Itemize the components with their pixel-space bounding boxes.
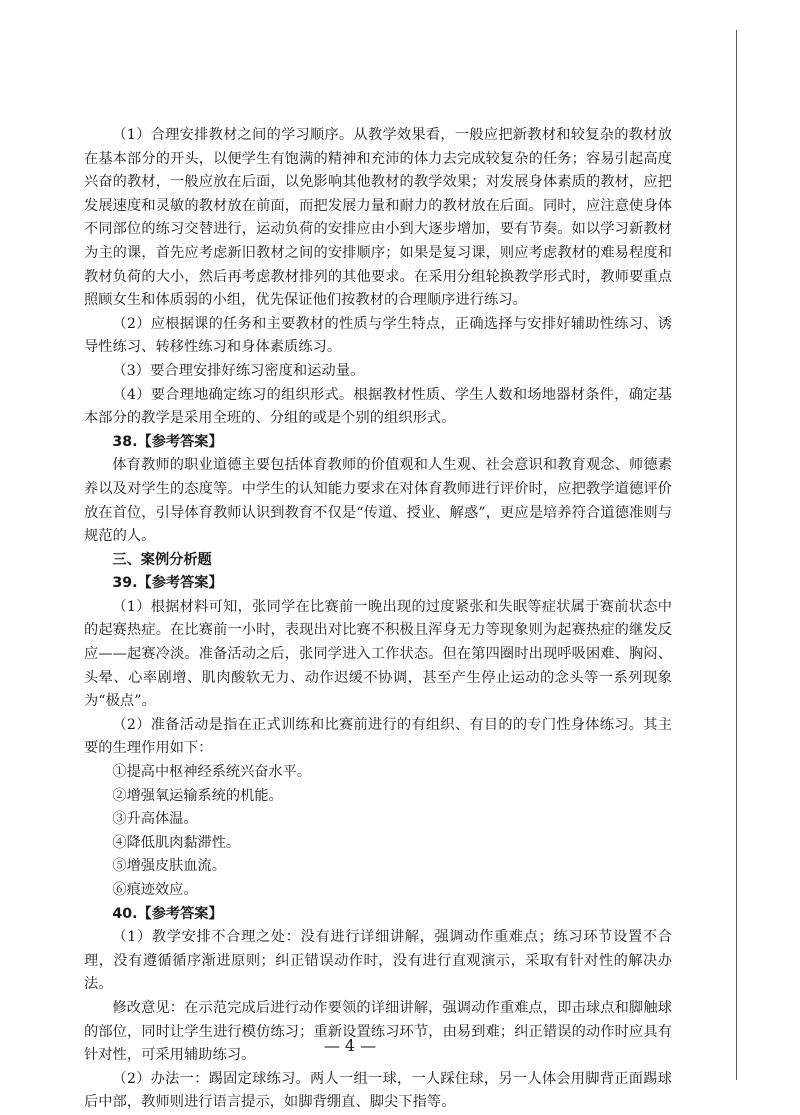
list-item: ②增强氧运输系统的机能。 [112,787,283,804]
answer-heading: 39.【参考答案】 [112,575,223,592]
paragraph: （1）根据材料可知，张同学在比赛前一晚出现的过度紧张和失眠等症状属于赛前状态中的起赛热症。在比赛前一小时，表现出对比赛不积极且浑身无力等现象则为起赛热症的继发反应——起赛冷淡。准备活动之后，张同学进入工作状态。但在第四圈时出现呼吸困难、胸闷、头晕、心率剧增、肌肉酸软无力、动作迟缓不协调，甚至产生停止运动的念头等一系列现象为“极点”。 [84,598,672,710]
paragraph: （1）教学安排不合理之处：没有进行详细讲解，强调动作重难点；练习环节设置不合理，没有遵循循序渐进原则；纠正错误动作时，没有进行直观演示，采取有针对性的解决办法。 [84,929,672,993]
page-number: — 4 — [323,1036,377,1055]
list-item: ④降低肌肉黏滞性。 [112,834,241,851]
paragraph: 体育教师的职业道德主要包括体育教师的价值观和人生观、社会意识和教育观念、师德素养以及对学生的态度等。中学生的认知能力要求在对体育教师进行评价时，应把教学道德评价放在首位，引导体育教师认识到教育不仅是“传道、授业、解惑”，更应是培养符合道德准则与规范的人。 [84,457,672,545]
paragraph: （2）应根据课的任务和主要教材的性质与学生特点，正确选择与安排好辅助性练习、诱导性练习、转移性练习和身体素质练习。 [84,315,672,356]
page-edge-line [736,30,737,1080]
section-heading: 三、案例分析题 [112,551,212,568]
list-item: ⑥痕迹效应。 [112,882,198,898]
paragraph: （2）准备活动是指在正式训练和比赛前进行的有组织、有目的的专门性身体练习。其主要的生理作用如下： [84,716,672,757]
paragraph: （1）合理安排教材之间的学习顺序。从教学效果看，一般应把新教材和较复杂的教材放在基本部分的开头，以便学生有饱满的精神和充沛的体力去完成较复杂的任务；容易引起高度兴奋的教材，一般应放在后面，以免影响其他教材的教学效果；对发展身体素质的教材，应把发展速度和灵敏的教材放在前面，而把发展力量和耐力的教材放在后面。同时，应注意使身体不同部位的练习交替进行，运动负荷的安排应由小到大逐步增加，要有节奏。如以学习新教材为主的课，首先应考虑新旧教材之间的安排顺序；如果是复习课，则应考虑教材的难易程度和教材负荷的大小，然后再考虑教材排列的其他要求。在采用分组轮换教学形式时，教师要重点照顾女生和体质弱的小组，优先保证他们按教材的合理顺序进行练习。 [84,127,672,309]
list-item: ①提高中枢神经系统兴奋水平。 [112,764,312,781]
answer-heading: 40.【参考答案】 [112,905,223,922]
paragraph: 修改意见：在示范完成后进行动作要领的详细讲解，强调动作重难点，即击球点和脚触球的部位，同时让学生进行模仿练习；重新设置练习环节，由易到难；纠正错误的动作时应具有针对性，可采用辅助练习。 [84,999,672,1064]
paragraph: （2）办法一：踢固定球练习。两人一组一球，一人踩住球，另一人体会用脚背正面踢球后中部，教师则进行语言提示，如脚背绷直、脚尖下指等。 [84,1070,672,1111]
page-content [84,124,672,1115]
paragraph: （4）要合理地确定练习的组织形式。根据教材性质、学生人数和场地器材条件，确定基本部分的教学是采用全班的、分组的或是个别的组织形式。 [84,386,672,427]
answer-heading: 38.【参考答案】 [112,433,223,450]
paragraph: （3）要合理安排好练习密度和运动量。 [112,362,365,379]
list-item: ③升高体温。 [112,811,198,828]
list-item: ⑤增强皮肤血流。 [112,858,226,875]
